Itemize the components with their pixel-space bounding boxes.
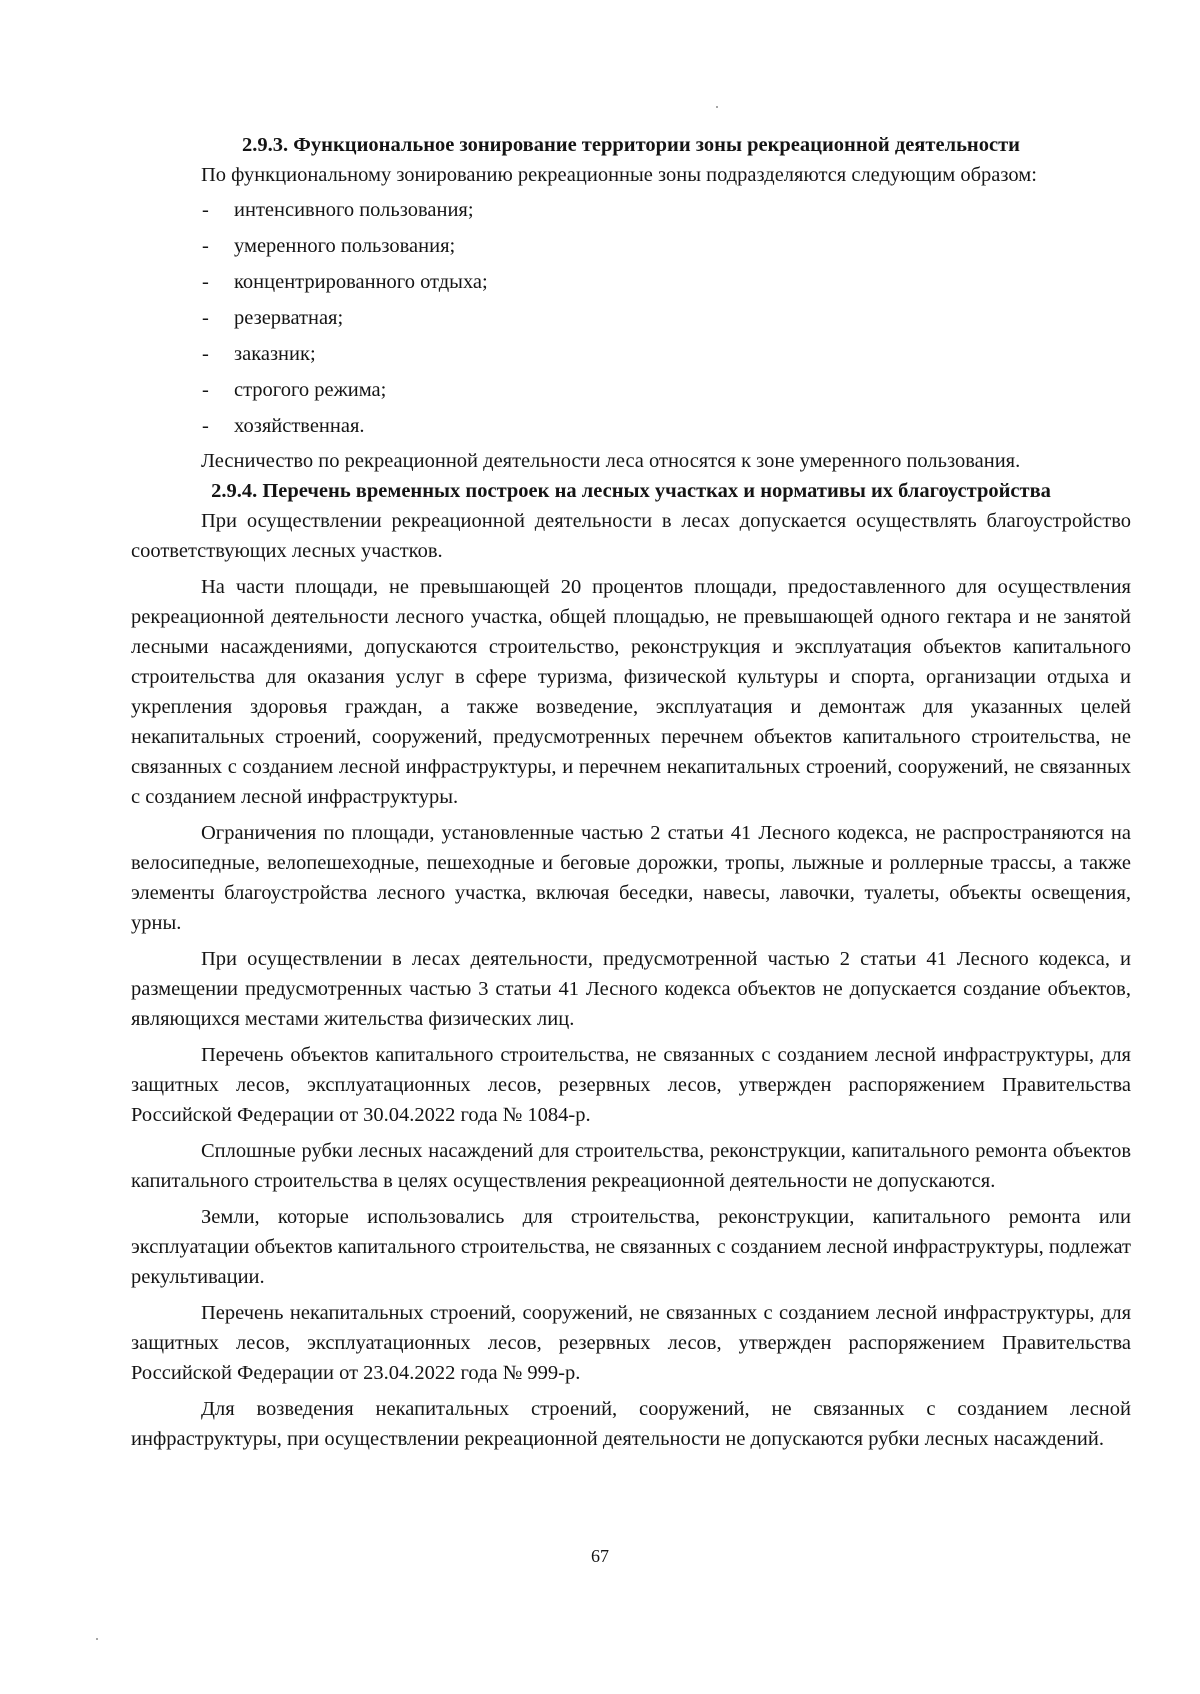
list-item-text: концентрированного отдыха; — [234, 271, 488, 293]
scan-speck — [716, 106, 718, 108]
zone-list — [131, 192, 1131, 444]
body-paragraph: При осуществлении рекреационной деятельности в лесах допускается осуществлять благоустройство соответствующих лесных участков. — [131, 510, 1131, 562]
section-heading-2-9-4: 2.9.4. Перечень временных построек на лесных участках и нормативы их благоустройства — [211, 480, 1051, 502]
body-paragraph: Земли, которые использовались для строительства, реконструкции, капитального ремонта или эксплуатации объектов капитального строительства, не связанных с созданием лесной инфраструктуры, подлежат рекультивации. — [131, 1206, 1131, 1288]
list-item — [131, 192, 1131, 228]
list-item — [131, 336, 1131, 372]
list-item — [131, 408, 1131, 444]
body-paragraph: Ограничения по площади, установленные частью 2 статьи 41 Лесного кодекса, не распространяются на велосипедные, велопешеходные, пешеходные и беговые дорожки, тропы, лыжные и роллерные трассы, а также элементы благоустройства лесного участка, включая беседки, навесы, лавочки, туалеты, объекты освещения, урны. — [131, 822, 1131, 934]
list-dash: - — [202, 415, 209, 437]
list-item — [131, 228, 1131, 264]
list-dash: - — [202, 379, 209, 401]
scan-speck — [96, 1638, 98, 1640]
body-paragraph: При осуществлении в лесах деятельности, предусмотренной частью 2 статьи 41 Лесного кодекса, и размещении предусмотренных частью 3 статьи 41 Лесного кодекса объектов не допускается создание объектов, являющихся местами жительства физических лиц. — [131, 948, 1131, 1030]
list-item — [131, 300, 1131, 336]
list-item-text: умеренного пользования; — [234, 235, 456, 257]
list-item — [131, 264, 1131, 300]
list-dash: - — [202, 343, 209, 365]
list-item — [131, 372, 1131, 408]
page-number: 67 — [591, 1546, 609, 1566]
body-paragraph: Перечень некапитальных строений, сооружений, не связанных с созданием лесной инфраструктуры, для защитных лесов, эксплуатационных лесов, резервных лесов, утвержден распоряжением Правительства Российской Федерации от 23.04.2022 года № 999-р. — [131, 1302, 1131, 1384]
section-heading-2-9-3: 2.9.3. Функциональное зонирование территории зоны рекреационной деятельности — [242, 134, 1020, 156]
page-content — [131, 130, 1131, 1454]
list-dash: - — [202, 307, 209, 329]
body-paragraph: Сплошные рубки лесных насаждений для строительства, реконструкции, капитального ремонта объектов капитального строительства в целях осуществления рекреационной деятельности не допускаются. — [131, 1140, 1131, 1192]
body-paragraph: Перечень объектов капитального строительства, не связанных с созданием лесной инфраструктуры, для защитных лесов, эксплуатационных лесов, резервных лесов, утвержден распоряжением Правительства Российской Федерации от 30.04.2022 года № 1084-р. — [131, 1044, 1131, 1126]
list-item-text: хозяйственная. — [234, 415, 365, 437]
list-dash: - — [202, 199, 209, 221]
list-item-text: заказник; — [234, 343, 316, 365]
list-dash: - — [202, 271, 209, 293]
list-item-text: резерватная; — [234, 307, 344, 329]
list-item-text: строгого режима; — [234, 379, 387, 401]
body-paragraph: На части площади, не превышающей 20 процентов площади, предоставленного для осуществления рекреационной деятельности лесного участка, общей площадью, не превышающей одного гектара и не занятой лесными насаждениями, допускаются строительство, реконструкция и эксплуатация объектов капитального строительства для оказания услуг в сфере туризма, физической культуры и спорта, организации отдыха и укрепления здоровья граждан, а также возведение, эксплуатация и демонтаж для указанных целей некапитальных строений, сооружений, предусмотренных перечнем объектов капитального строительства, не связанных с созданием лесной инфраструктуры, и перечнем некапитальных строений, сооружений, не связанных с созданием лесной инфраструктуры. — [131, 576, 1131, 808]
section-conclusion-paragraph: Лесничество по рекреационной деятельности леса относятся к зоне умеренного пользования. — [201, 450, 1021, 472]
list-dash: - — [202, 235, 209, 257]
list-item-text: интенсивного пользования; — [234, 199, 474, 221]
body-paragraph: Для возведения некапитальных строений, сооружений, не связанных с созданием лесной инфраструктуры, при осуществлении рекреационной деятельности не допускаются рубки лесных насаждений. — [131, 1398, 1131, 1450]
section-intro-paragraph: По функциональному зонированию рекреационные зоны подразделяются следующим образом: — [201, 164, 1037, 186]
